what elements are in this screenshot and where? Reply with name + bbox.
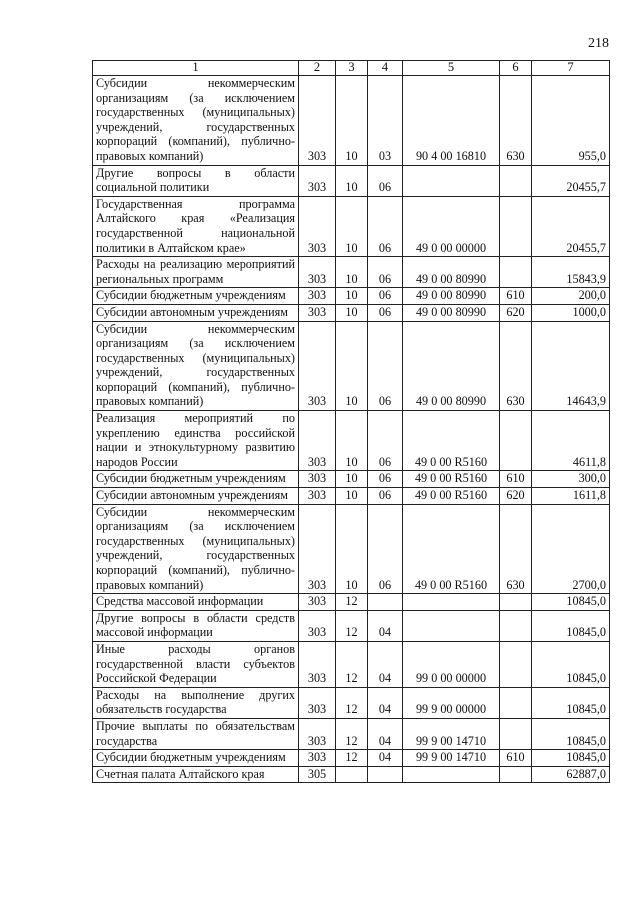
target-article-cell: 49 0 00 80990 — [403, 288, 500, 305]
header-cell: 3 — [336, 61, 368, 76]
header-cell: 2 — [299, 61, 336, 76]
section-code-cell: 12 — [336, 594, 368, 611]
amount-cell: 14643,9 — [532, 321, 610, 411]
amount-cell: 1000,0 — [532, 304, 610, 321]
header-cell: 1 — [93, 61, 299, 76]
item-name-cell: Субсидии автономным учреждениям — [93, 304, 299, 321]
ministry-code-cell: 303 — [299, 718, 336, 749]
subsection-code-cell: 06 — [368, 504, 403, 594]
ministry-code-cell: 305 — [299, 766, 336, 783]
section-code-cell: 10 — [336, 488, 368, 505]
section-code-cell: 10 — [336, 504, 368, 594]
item-name-cell: Субсидии бюджетным учреждениям — [93, 288, 299, 305]
amount-cell: 62887,0 — [532, 766, 610, 783]
section-code-cell: 10 — [336, 76, 368, 166]
amount-cell: 20455,7 — [532, 165, 610, 196]
subsection-code-cell: 04 — [368, 610, 403, 641]
expense-type-cell: 610 — [500, 750, 532, 767]
expense-type-cell — [500, 766, 532, 783]
table-row — [93, 196, 610, 256]
subsection-code-cell: 04 — [368, 641, 403, 687]
subsection-code-cell: 06 — [368, 257, 403, 288]
table-row — [93, 304, 610, 321]
subsection-code-cell: 06 — [368, 288, 403, 305]
item-name-cell: Государственная программа Алтайского края «Реализация государственной национальной политики в Алтайском крае» — [93, 196, 299, 256]
section-code-cell: 12 — [336, 750, 368, 767]
item-name-cell: Средства массовой информации — [93, 594, 299, 611]
table-row — [93, 718, 610, 749]
item-name-cell: Субсидии бюджетным учреждениям — [93, 750, 299, 767]
expense-type-cell — [500, 641, 532, 687]
expense-type-cell — [500, 257, 532, 288]
target-article-cell — [403, 165, 500, 196]
table-row — [93, 76, 610, 166]
table-row — [93, 411, 610, 471]
header-cell: 6 — [500, 61, 532, 76]
subsection-code-cell: 04 — [368, 687, 403, 718]
section-code-cell: 12 — [336, 718, 368, 749]
subsection-code-cell: 06 — [368, 411, 403, 471]
section-code-cell — [336, 766, 368, 783]
ministry-code-cell: 303 — [299, 750, 336, 767]
table-row — [93, 504, 610, 594]
subsection-code-cell: 03 — [368, 76, 403, 166]
table-header-row — [93, 61, 610, 76]
item-name-cell: Расходы на реализацию мероприятий региональных программ — [93, 257, 299, 288]
target-article-cell — [403, 594, 500, 611]
section-code-cell: 10 — [336, 257, 368, 288]
amount-cell: 10845,0 — [532, 687, 610, 718]
target-article-cell: 99 0 00 00000 — [403, 641, 500, 687]
expense-type-cell: 630 — [500, 76, 532, 166]
item-name-cell: Другие вопросы в области социальной политики — [93, 165, 299, 196]
ministry-code-cell: 303 — [299, 594, 336, 611]
expense-type-cell: 630 — [500, 321, 532, 411]
amount-cell: 10845,0 — [532, 594, 610, 611]
ministry-code-cell: 303 — [299, 76, 336, 166]
subsection-code-cell: 06 — [368, 304, 403, 321]
section-code-cell: 10 — [336, 288, 368, 305]
expense-type-cell: 610 — [500, 288, 532, 305]
table-row — [93, 641, 610, 687]
amount-cell: 2700,0 — [532, 504, 610, 594]
table-row — [93, 321, 610, 411]
section-code-cell: 10 — [336, 304, 368, 321]
section-code-cell: 12 — [336, 610, 368, 641]
subsection-code-cell: 04 — [368, 750, 403, 767]
subsection-code-cell: 06 — [368, 488, 403, 505]
amount-cell: 10845,0 — [532, 610, 610, 641]
ministry-code-cell: 303 — [299, 165, 336, 196]
ministry-code-cell: 303 — [299, 610, 336, 641]
target-article-cell: 49 0 00 R5160 — [403, 488, 500, 505]
subsection-code-cell: 06 — [368, 471, 403, 488]
item-name-cell: Субсидии некоммерческим организациям (за исключением государственных (муниципальных) учреждений, государственных корпораций (компаний), публично-правовых компаний) — [93, 76, 299, 166]
expense-type-cell: 630 — [500, 504, 532, 594]
item-name-cell: Счетная палата Алтайского края — [93, 766, 299, 783]
ministry-code-cell: 303 — [299, 641, 336, 687]
section-code-cell: 12 — [336, 641, 368, 687]
target-article-cell: 49 0 00 80990 — [403, 304, 500, 321]
item-name-cell: Субсидии некоммерческим организациям (за исключением государственных (муниципальных) учреждений, государственных корпораций (компаний), публично-правовых компаний) — [93, 321, 299, 411]
table-row — [93, 687, 610, 718]
item-name-cell: Субсидии автономным учреждениям — [93, 488, 299, 505]
page-number: 218 — [588, 36, 609, 51]
amount-cell: 200,0 — [532, 288, 610, 305]
ministry-code-cell: 303 — [299, 411, 336, 471]
item-name-cell: Иные расходы органов государственной власти субъектов Российской Федерации — [93, 641, 299, 687]
table-row — [93, 488, 610, 505]
table-row — [93, 750, 610, 767]
target-article-cell: 49 0 00 R5160 — [403, 504, 500, 594]
expense-type-cell: 610 — [500, 471, 532, 488]
target-article-cell: 49 0 00 80990 — [403, 257, 500, 288]
table-row — [93, 766, 610, 783]
target-article-cell: 49 0 00 R5160 — [403, 471, 500, 488]
ministry-code-cell: 303 — [299, 687, 336, 718]
target-article-cell: 49 0 00 80990 — [403, 321, 500, 411]
expense-type-cell — [500, 196, 532, 256]
expense-type-cell — [500, 687, 532, 718]
amount-cell: 4611,8 — [532, 411, 610, 471]
amount-cell: 10845,0 — [532, 641, 610, 687]
header-cell: 4 — [368, 61, 403, 76]
ministry-code-cell: 303 — [299, 321, 336, 411]
amount-cell: 15843,9 — [532, 257, 610, 288]
section-code-cell: 10 — [336, 471, 368, 488]
subsection-code-cell: 06 — [368, 321, 403, 411]
amount-cell: 10845,0 — [532, 750, 610, 767]
table-row — [93, 471, 610, 488]
header-cell: 7 — [532, 61, 610, 76]
ministry-code-cell: 303 — [299, 504, 336, 594]
item-name-cell: Реализация мероприятий по укреплению единства российской нации и этнокультурному развитию народов России — [93, 411, 299, 471]
expense-type-cell — [500, 411, 532, 471]
ministry-code-cell: 303 — [299, 196, 336, 256]
table-row — [93, 594, 610, 611]
section-code-cell: 10 — [336, 196, 368, 256]
expense-type-cell — [500, 165, 532, 196]
target-article-cell — [403, 766, 500, 783]
target-article-cell: 49 0 00 R5160 — [403, 411, 500, 471]
amount-cell: 955,0 — [532, 76, 610, 166]
ministry-code-cell: 303 — [299, 488, 336, 505]
item-name-cell: Субсидии бюджетным учреждениям — [93, 471, 299, 488]
expense-type-cell — [500, 594, 532, 611]
ministry-code-cell: 303 — [299, 288, 336, 305]
target-article-cell: 49 0 00 00000 — [403, 196, 500, 256]
ministry-code-cell: 303 — [299, 304, 336, 321]
section-code-cell: 10 — [336, 321, 368, 411]
expense-type-cell — [500, 610, 532, 641]
section-code-cell: 10 — [336, 165, 368, 196]
target-article-cell: 99 9 00 00000 — [403, 687, 500, 718]
section-code-cell: 12 — [336, 687, 368, 718]
target-article-cell: 99 9 00 14710 — [403, 750, 500, 767]
amount-cell: 300,0 — [532, 471, 610, 488]
amount-cell: 10845,0 — [532, 718, 610, 749]
item-name-cell: Субсидии некоммерческим организациям (за исключением государственных (муниципальных) учреждений, государственных корпораций (компаний), публично-правовых компаний) — [93, 504, 299, 594]
amount-cell: 1611,8 — [532, 488, 610, 505]
expense-type-cell: 620 — [500, 304, 532, 321]
subsection-code-cell — [368, 594, 403, 611]
table-row — [93, 257, 610, 288]
header-cell: 5 — [403, 61, 500, 76]
table-row — [93, 165, 610, 196]
section-code-cell: 10 — [336, 411, 368, 471]
target-article-cell: 90 4 00 16810 — [403, 76, 500, 166]
table-row — [93, 288, 610, 305]
ministry-code-cell: 303 — [299, 471, 336, 488]
budget-table — [92, 60, 610, 783]
subsection-code-cell — [368, 766, 403, 783]
subsection-code-cell: 04 — [368, 718, 403, 749]
table-row — [93, 610, 610, 641]
amount-cell: 20455,7 — [532, 196, 610, 256]
expense-type-cell: 620 — [500, 488, 532, 505]
expense-type-cell — [500, 718, 532, 749]
ministry-code-cell: 303 — [299, 257, 336, 288]
subsection-code-cell: 06 — [368, 196, 403, 256]
subsection-code-cell: 06 — [368, 165, 403, 196]
target-article-cell: 99 9 00 14710 — [403, 718, 500, 749]
item-name-cell: Расходы на выполнение других обязательств государства — [93, 687, 299, 718]
item-name-cell: Другие вопросы в области средств массовой информации — [93, 610, 299, 641]
target-article-cell — [403, 610, 500, 641]
item-name-cell: Прочие выплаты по обязательствам государства — [93, 718, 299, 749]
